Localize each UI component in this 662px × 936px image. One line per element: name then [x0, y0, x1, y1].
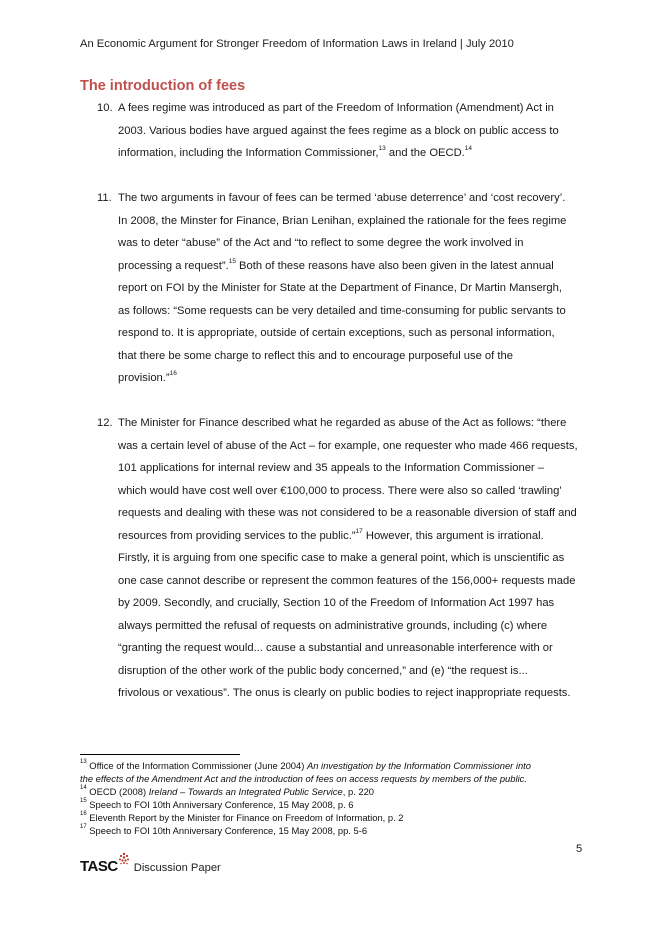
footnote-text: Eleventh Report by the Minister for Finance on Freedom of Information, p. 2: [89, 812, 404, 823]
paragraph-line: report on FOI by the Minister for State at the Department of Finance, Dr Martin Mansergh,: [118, 282, 562, 294]
footnote-13: [80, 760, 531, 771]
paragraph-line: as follows: “Some requests can be very detailed and time-consuming for public servants to: [118, 304, 566, 317]
paragraph-line: was to deter “abuse” of the Act and “to reflect to some degree the work involved in: [118, 237, 524, 249]
paragraph-line: by 2009. Secondly, and crucially, Section 10 of the Freedom of Information Act 1997 has: [118, 597, 555, 609]
footnote-text: Office of the Information Commissioner (June 2004): [89, 760, 307, 771]
paragraph-line: In 2008, the Minster for Finance, Brian Lenihan, explained the rationale for the fees regime: [118, 214, 567, 227]
paragraph-line: frivolous or vexatious”. The onus is clearly on public bodies to reject inappropriate requests.: [118, 687, 571, 699]
paragraph-line: resources from providing services to the public.”$^{17}$ However, this argument is irrational.: [118, 527, 544, 542]
footnote-marker: 17: [80, 824, 87, 830]
tasc-dots-logo-icon: [118, 852, 130, 866]
discussion-paper-label: Discussion Paper: [133, 862, 221, 874]
paragraph-line: that there be some charge to reflect this and to encourage purposeful use of the: [118, 349, 513, 362]
footer-branding: [80, 858, 221, 876]
footnote-marker: 15: [80, 798, 87, 804]
running-header: An Economic Argument for Stronger Freedom of Information Laws in Ireland | July 2010: [80, 38, 514, 50]
footnote-separator: [80, 754, 240, 755]
page-number: 5: [576, 843, 583, 855]
paragraph-number: 10.: [97, 102, 113, 114]
footnote-marker: 16: [80, 811, 87, 817]
footnote-italic-title: the effects of the Amendment Act and the introduction of fees on access requests by members of the public.: [80, 773, 527, 784]
footnote-reference: 16: [169, 370, 177, 377]
paragraph-line: processing a request”.$^{15}$ Both of these reasons have also been given in the latest annual: [118, 257, 554, 272]
paragraph-line: 101 applications for internal review and 35 appeals to the Information Commissioner –: [118, 462, 544, 474]
paragraph-line: always permitted the refusal of requests on administrative grounds, including (c) where: [118, 619, 548, 632]
footnote-16: [80, 812, 404, 823]
paragraph-line: 2003. Various bodies have argued against the fees regime as a block on public access to: [118, 124, 559, 137]
paragraph-line: Firstly, it is arguing from one specific case to make a general point, which is unscientific as: [118, 552, 565, 564]
paragraph-number: 11.: [97, 192, 112, 204]
footnote-17: [80, 825, 367, 836]
footnote-italic-title: Ireland – Towards an Integrated Public Service: [148, 786, 343, 797]
footnote-text: OECD (2008): [89, 786, 149, 797]
footnote-reference: 13: [378, 145, 386, 152]
paragraph-line: The Minister for Finance described what he regarded as abuse of the Act as follows: “there: [118, 417, 567, 429]
paragraph-line: requests and dealing with these was not considered to be a reasonable diversion of staff and: [118, 507, 577, 519]
paragraph-line: one case cannot describe or represent the common features of the 156,000+ requests made: [118, 574, 576, 587]
tasc-logo-text: TASC: [80, 858, 118, 875]
footnote-marker: 14: [80, 785, 87, 791]
section-title: The introduction of fees: [80, 78, 246, 94]
paragraph-line: “granting the request would... cause a substantial and unreasonable interference with or: [118, 642, 553, 654]
footnote-text: , p. 220: [342, 786, 375, 797]
paragraph-line: which would have cost well over €100,000 to process. There were also so called ‘trawling’: [118, 484, 562, 497]
paragraph-line: disruption of the other work of the public body concerned,” and (e) “the request is...: [118, 664, 528, 677]
footnote-14: [80, 786, 374, 797]
footnote-text: Speech to FOI 10th Anniversary Conference, 15 May 2008, p. 6: [89, 799, 354, 810]
footnote-marker: 13: [80, 759, 87, 765]
paragraph-line: The two arguments in favour of fees can be termed ‘abuse deterrence’ and ‘cost recovery’.: [118, 192, 566, 204]
footnote-text: Speech to FOI 10th Anniversary Conference, 15 May 2008, pp. 5-6: [89, 825, 368, 836]
paragraph-line: was a certain level of abuse of the Act – for example, one requester who made 466 requests,: [118, 439, 578, 452]
footnote-13-continuation: [80, 773, 527, 784]
footnote-reference: 14: [464, 145, 472, 152]
paragraph-line: A fees regime was introduced as part of the Freedom of Information (Amendment) Act in: [118, 102, 554, 114]
paragraph-line: respond to. It is appropriate, outside of certain exceptions, such as personal information,: [118, 327, 555, 339]
paragraph-line: information, including the Information Commissioner,$^{13}$ and the OECD.$^{14}$: [118, 145, 472, 159]
paragraph-number: 12.: [97, 417, 113, 429]
footnote-15: [80, 799, 354, 810]
footnote-italic-title: An investigation by the Information Commissioner into: [306, 760, 532, 771]
footnote-reference: 15: [228, 257, 236, 265]
footnote-reference: 17: [355, 527, 363, 535]
paragraph-line: provision.”$^{16}$: [118, 370, 177, 384]
